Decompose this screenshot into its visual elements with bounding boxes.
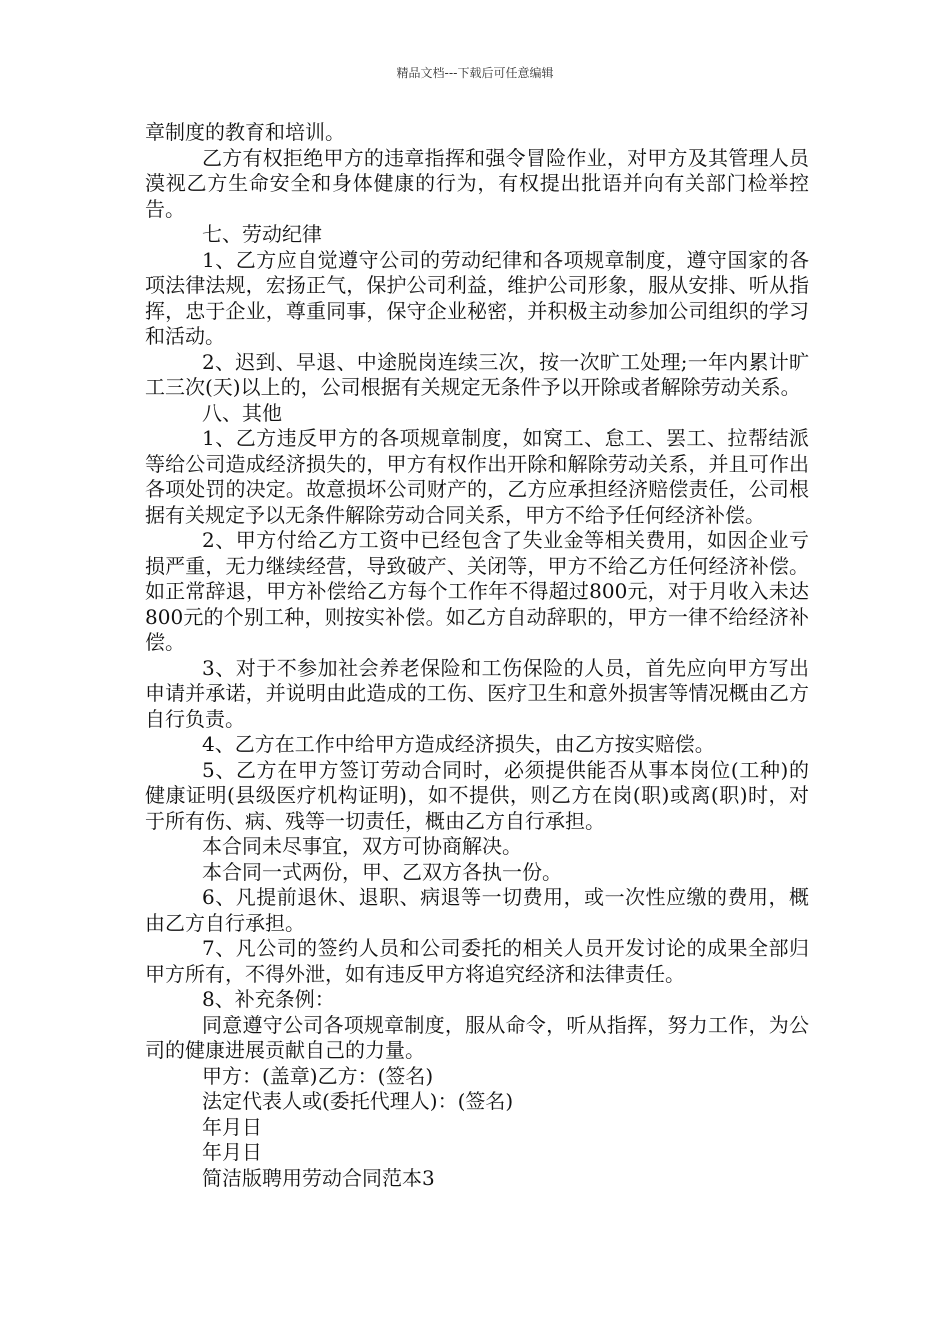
page-header: 精品文档---下载后可任意编辑 bbox=[396, 66, 554, 80]
paragraph: 章制度的教育和培训。 bbox=[145, 120, 345, 144]
paragraph: 6、凡提前退休、退职、病退等一切费用，或一次性应缴的费用，概由乙方自行承担。 bbox=[145, 885, 809, 935]
section-heading: 七、劳动纪律 bbox=[202, 222, 322, 246]
signature-line: 法定代表人或(委托代理人)：(签名) bbox=[202, 1089, 514, 1113]
paragraph: 2、迟到、早退、中途脱岗连续三次，按一次旷工处理;一年内累计旷工三次(天)以上的，公司根据有关规定无条件予以开除或者解除劳动关系。 bbox=[145, 349, 809, 399]
paragraph: 乙方有权拒绝甲方的违章指挥和强令冒险作业，对甲方及其管理人员漠视乙方生命安全和身体健康的行为，有权提出批语并向有关部门检举控告。 bbox=[145, 145, 809, 221]
date-line: 年月日 bbox=[202, 1140, 262, 1164]
paragraph: 2、甲方付给乙方工资中已经包含了失业金等相关费用，如因企业亏损严重，无力继续经营，导致破产、关闭等，甲方不给乙方任何经济补偿。如正常辞退，甲方补偿给乙方每个工作年不得超过800元，对于月收入未达800元的个别工种，则按实补偿。如乙方自动辞职的，甲方一律不给经济补偿。 bbox=[145, 528, 809, 654]
paragraph: 本合同一式两份，甲、乙双方各执一份。 bbox=[202, 859, 562, 884]
paragraph: 本合同未尽事宜，双方可协商解决。 bbox=[202, 834, 522, 858]
paragraph: 3、对于不参加社会养老保险和工伤保险的人员，首先应向甲方写出申请并承诺，并说明由此造成的工伤、医疗卫生和意外损害等情况概由乙方自行负责。 bbox=[145, 655, 809, 731]
paragraph: 8、补充条例： bbox=[202, 987, 335, 1011]
paragraph: 1、乙方应自觉遵守公司的劳动纪律和各项规章制度，遵守国家的各项法律法规，宏扬正气，保护公司利益，维护公司形象，服从安排、听从指挥，忠于企业，尊重同事，保守企业秘密，并积极主动参加公司组织的学习和活动。 bbox=[145, 247, 809, 348]
paragraph: 同意遵守公司各项规章制度，服从命令，听从指挥，努力工作，为公司的健康进展贡献自己的力量。 bbox=[145, 1012, 809, 1062]
paragraph: 5、乙方在甲方签订劳动合同时，必须提供能否从事本岗位(工种)的健康证明(县级医疗机构证明)，如不提供，则乙方在岗(职)或离(职)时，对于所有伤、病、残等一切责任，概由乙方自行承担。 bbox=[145, 757, 809, 833]
document-title-next: 简洁版聘用劳动合同范本3 bbox=[202, 1165, 435, 1190]
paragraph: 1、乙方违反甲方的各项规章制度，如窝工、怠工、罢工、拉帮结派等给公司造成经济损失的，甲方有权作出开除和解除劳动关系，并且可作出各项处罚的决定。故意损坏公司财产的，乙方应承担经济赔偿责任，公司根据有关规定予以无条件解除劳动合同关系，甲方不给予任何经济补偿。 bbox=[145, 426, 809, 527]
paragraph: 7、凡公司的签约人员和公司委托的相关人员开发讨论的成果全部归甲方所有，不得外泄，如有违反甲方将追究经济和法律责任。 bbox=[145, 936, 809, 986]
date-line: 年月日 bbox=[202, 1114, 262, 1139]
section-heading: 八、其他 bbox=[202, 400, 282, 425]
document-body bbox=[145, 120, 809, 1191]
paragraph: 4、乙方在工作中给甲方造成经济损失，由乙方按实赔偿。 bbox=[202, 732, 715, 756]
signature-line: 甲方：(盖章)乙方：(签名) bbox=[202, 1063, 434, 1088]
